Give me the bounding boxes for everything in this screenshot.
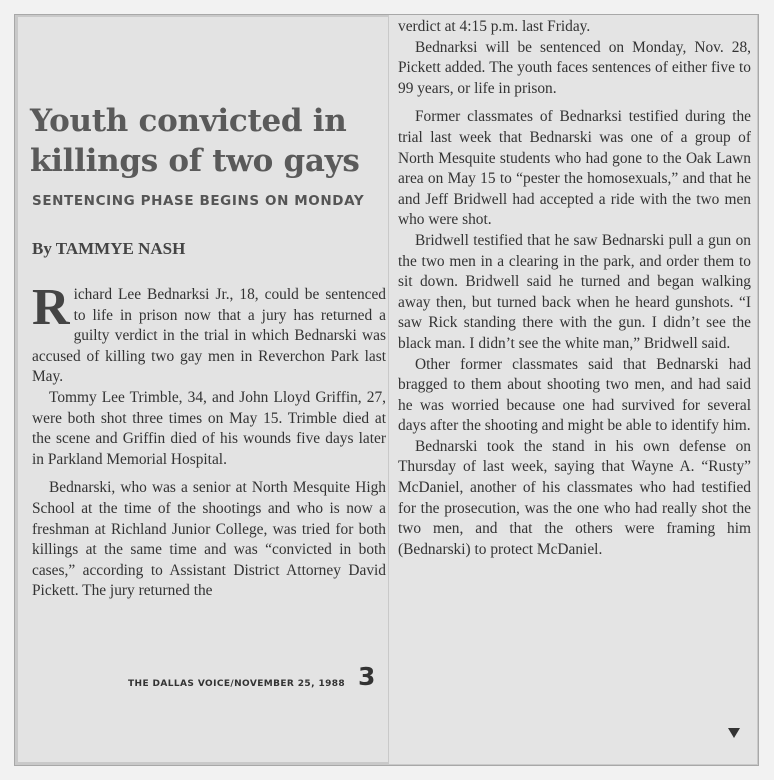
byline: By TAMMYE NASH [32, 239, 186, 258]
headline-line-1: Youth convicted in [30, 103, 347, 139]
paragraph: Other former classmates said that Bednarski had bragged to them about shooting two men, and had said he was worried because one had survived for several days after the shooting and might be able to identify him. [398, 355, 751, 435]
paragraph: verdict at 4:15 p.m. last Friday. [398, 18, 591, 35]
paragraph: Bednarski, who was a senior at North Mesquite High School at the time of the shootings and who is now a freshman at Richland Junior College, was tried for both killings at the same time and was “convicted in both cases,” according to Assistant District Attorney David Pickett. The jury returned the [32, 479, 386, 600]
headline-line-2: killings of two gays [30, 143, 360, 179]
left-body [32, 279, 386, 602]
page-number: 3 [358, 662, 376, 691]
paragraph: Tommy Lee Trimble, 34, and John Lloyd Griffin, 27, were both shot three times on May 15. Trimble died at the scene and Griffin died of his wounds five days later in Parkland Memorial Hospital. [32, 388, 386, 468]
drop-cap: R [32, 279, 70, 336]
publication-footer: THE DALLAS VOICE/NOVEMBER 25, 1988 [128, 679, 346, 689]
paragraph: Bridwell testified that he saw Bednarski pull a gun on the two men in a clearing in the park, and order them to sit down. Bridwell said he turned and began walking away then, but turned back when he heard gunshots. “I saw Rick standing there with the gun. I didn’t see the black man. I didn’t see the white man,” Bridwell said. [398, 231, 751, 352]
continued-arrow-icon [728, 728, 740, 738]
paragraph: Former classmates of Bednarksi testified during the trial last week that Bednarski was one of a group of North Mesquite students who had gone to the Oak Lawn area on May 15 to “pester the homosexuals,” and that he and Jeff Bridwell had accepted a ride with the two men who were shot. [398, 108, 751, 229]
paragraph: Richard Lee Bednarksi Jr., 18, could be sentenced to life in prison now that a jury has returned a guilty verdict in the trial in which Bednarski was accused of killing two gay men in Reverchon Park last May. [32, 279, 386, 386]
right-body [398, 17, 751, 560]
paragraph: Bednarski took the stand in his own defense on Thursday of last week, saying that Wayne A. “Rusty” McDaniel, another of his classmates who had testified for the prosecution, was the one who had really shot the two men, and that the others were framing him (Bednarski) to protect McDaniel. [398, 437, 751, 558]
left-column [18, 17, 388, 762]
paragraph: Bednarksi will be sentenced on Monday, Nov. 28, Pickett added. The youth faces sentences of either five to 99 years, or life in prison. [398, 38, 751, 97]
headline [30, 101, 390, 181]
right-column [389, 15, 757, 764]
subheadline: SENTENCING PHASE BEGINS ON MONDAY [32, 193, 365, 209]
